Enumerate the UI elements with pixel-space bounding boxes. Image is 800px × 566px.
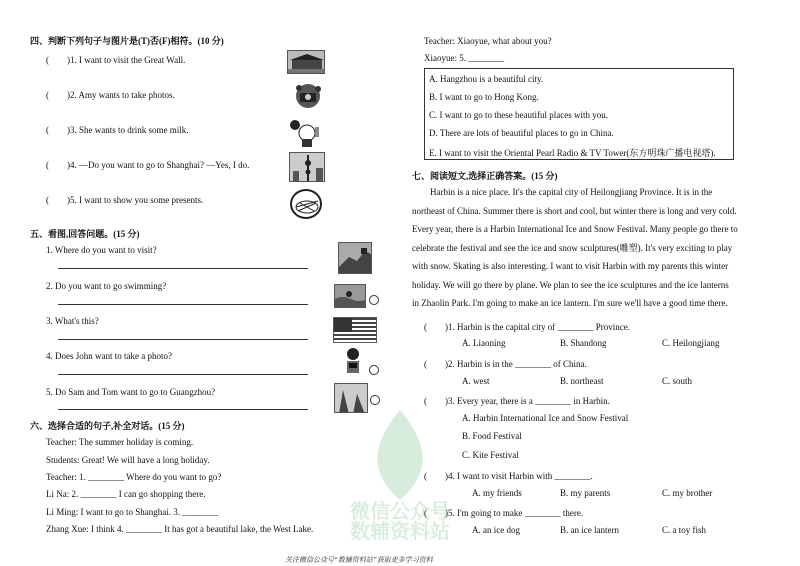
dialogue-line-7: Teacher: Xiaoyue, what about you? [424,36,552,46]
dialogue-line-1: Teacher: The summer holiday is coming. [46,437,194,447]
q3-option-a[interactable]: A. Harbin International Ice and Snow Festival [462,413,629,423]
boy-camera-image [340,345,366,377]
dialogue-line-4: Li Na: 2. ________ I can go shopping there. [46,489,206,499]
q1-option-b[interactable]: B. Shandong [560,338,607,348]
reading-question-3: ( )3. Every year, there is a ________ in Harbin. [424,396,610,406]
reading-question-2: ( )2. Harbin is in the ________ of China. [424,359,587,369]
dialogue-line-5: Li Ming: I want to go to Shanghai. 3. ________ [46,507,219,517]
answer-line-5[interactable] [58,409,308,410]
girl-drinking-image [287,117,323,147]
great-wall-image [338,242,372,274]
section6-title: 六、选择合适的句子,补全对话。(15 分) [30,421,185,431]
section4-item-2: ( )2. Amy wants to take photos. [46,90,175,100]
section4-item-4: ( )4. —Do you want to go to Shanghai? —Yes, I do. [46,160,250,170]
section4-item-5: ( )5. I want to show you some presents. [46,195,204,205]
q5-option-c[interactable]: C. a toy fish [662,525,706,535]
reading-question-5: ( )5. I'm going to make ________ there. [424,508,584,518]
watermark-logo [325,400,475,540]
passage-line: in Zhaolin Park. I'm going to make an ice lantern. I'm sure we'll have a good time there. [412,298,728,308]
reading-question-4: ( )4. I want to visit Harbin with ________. [424,471,593,481]
camera-girl-image [291,82,325,110]
passage-line: northeast of China. Summer there is short and cool, but winter there is long and very cold. [412,205,737,216]
section4-item-3: ( )3. She wants to drink some milk. [46,125,189,135]
reading-passage [412,183,768,313]
q2-option-c[interactable]: C. south [662,376,693,386]
q3-option-c[interactable]: C. Kite Festival [462,450,519,460]
section5-title: 五、看图,回答问题。(15 分) [30,229,140,239]
passage-line: Every year, there is a Harbin International Ice and Snow Festival. Many people go there to [412,224,738,234]
q3-option-b[interactable]: B. Food Festival [462,431,522,441]
passage-line: Harbin is a nice place. It's the capital city of Heilongjiang Province. It is in the [430,187,713,197]
section7-title: 七、阅读短文,选择正确答案。(15 分) [412,171,558,181]
q4-option-a[interactable]: A. my friends [472,488,522,498]
q5-option-b[interactable]: B. an ice lantern [560,525,619,535]
dialogue-option-b: B. I want to go to Hong Kong. [429,92,539,102]
section5-question-4: 4. Does John want to take a photo? [46,351,172,361]
section5-question-5: 5. Do Sam and Tom want to go to Guangzhou? [46,387,216,397]
passage-line: holiday. We will go there by plane. We plan to see the ice sculptures and the ice lanterns [412,279,729,290]
bird-nest-stadium-image [290,189,322,219]
q5-option-a[interactable]: A. an ice dog [472,525,520,535]
passage-line: celebrate the festival and see the ice and snow sculptures(雕塑). It's very exciting to play [412,242,733,253]
shanghai-tower-image [289,152,325,182]
dialogue-line-6: Zhang Xue: I think 4. ________ It has got a beautiful lake, the West Lake. [46,524,314,534]
dialogue-option-a: A. Hangzhou is a beautiful city. [429,74,544,84]
answer-line-2[interactable] [58,304,308,305]
passage-line: with snow. Skating is also interesting. I want to visit Harbin with my parents this winter [412,261,729,271]
q2-option-b[interactable]: B. northeast [560,376,604,386]
dialogue-options-box [424,68,734,160]
section4-title: 四、判断下列句子与图片是(T)否(F)相符。(10 分) [30,36,224,46]
q1-option-c[interactable]: C. Heilongjiang [662,338,720,348]
reading-question-1: ( )1. Harbin is the capital city of ________ Province. [424,322,630,332]
answer-line-1[interactable] [58,268,308,269]
footer-note: 关注微信公众号“数辅资料站”获取更多学习资料 [285,556,433,564]
section5-question-1: 1. Where do you want to visit? [46,245,157,255]
smile-icon [369,365,379,375]
section5-question-3: 3. What's this? [46,316,99,326]
section5-question-2: 2. Do you want to go swimming? [46,281,167,291]
answer-line-4[interactable] [58,374,308,375]
dialogue-option-e: E. I want to visit the Oriental Pearl Radio & TV Tower(东方明珠广播电视塔). [429,148,716,158]
answer-line-3[interactable] [58,339,308,340]
dialogue-line-8: Xiaoyue: 5. ________ [424,53,505,63]
smile-icon [369,295,379,305]
q1-option-a[interactable]: A. Liaoning [462,338,506,348]
section4-item-1: ( )1. I want to visit the Great Wall. [46,55,186,65]
dialogue-line-2: Students: Great! We will have a long holiday. [46,455,210,465]
american-flag-image [333,317,377,343]
watermark-text-1: 微信公众号 [350,499,450,523]
q4-option-b[interactable]: B. my parents [560,488,611,498]
swimming-image [334,284,366,308]
dialogue-option-d: D. There are lots of beautiful places to go in China. [429,128,614,138]
tiananmen-image [287,50,325,74]
q2-option-a[interactable]: A. west [462,376,490,386]
watermark-text-2: 数辅资料站 [350,519,450,540]
dialogue-option-c: C. I want to go to these beautiful places with you. [429,110,608,120]
q4-option-c[interactable]: C. my brother [662,488,713,498]
dialogue-line-3: Teacher: 1. ________ Where do you want to go? [46,472,222,482]
